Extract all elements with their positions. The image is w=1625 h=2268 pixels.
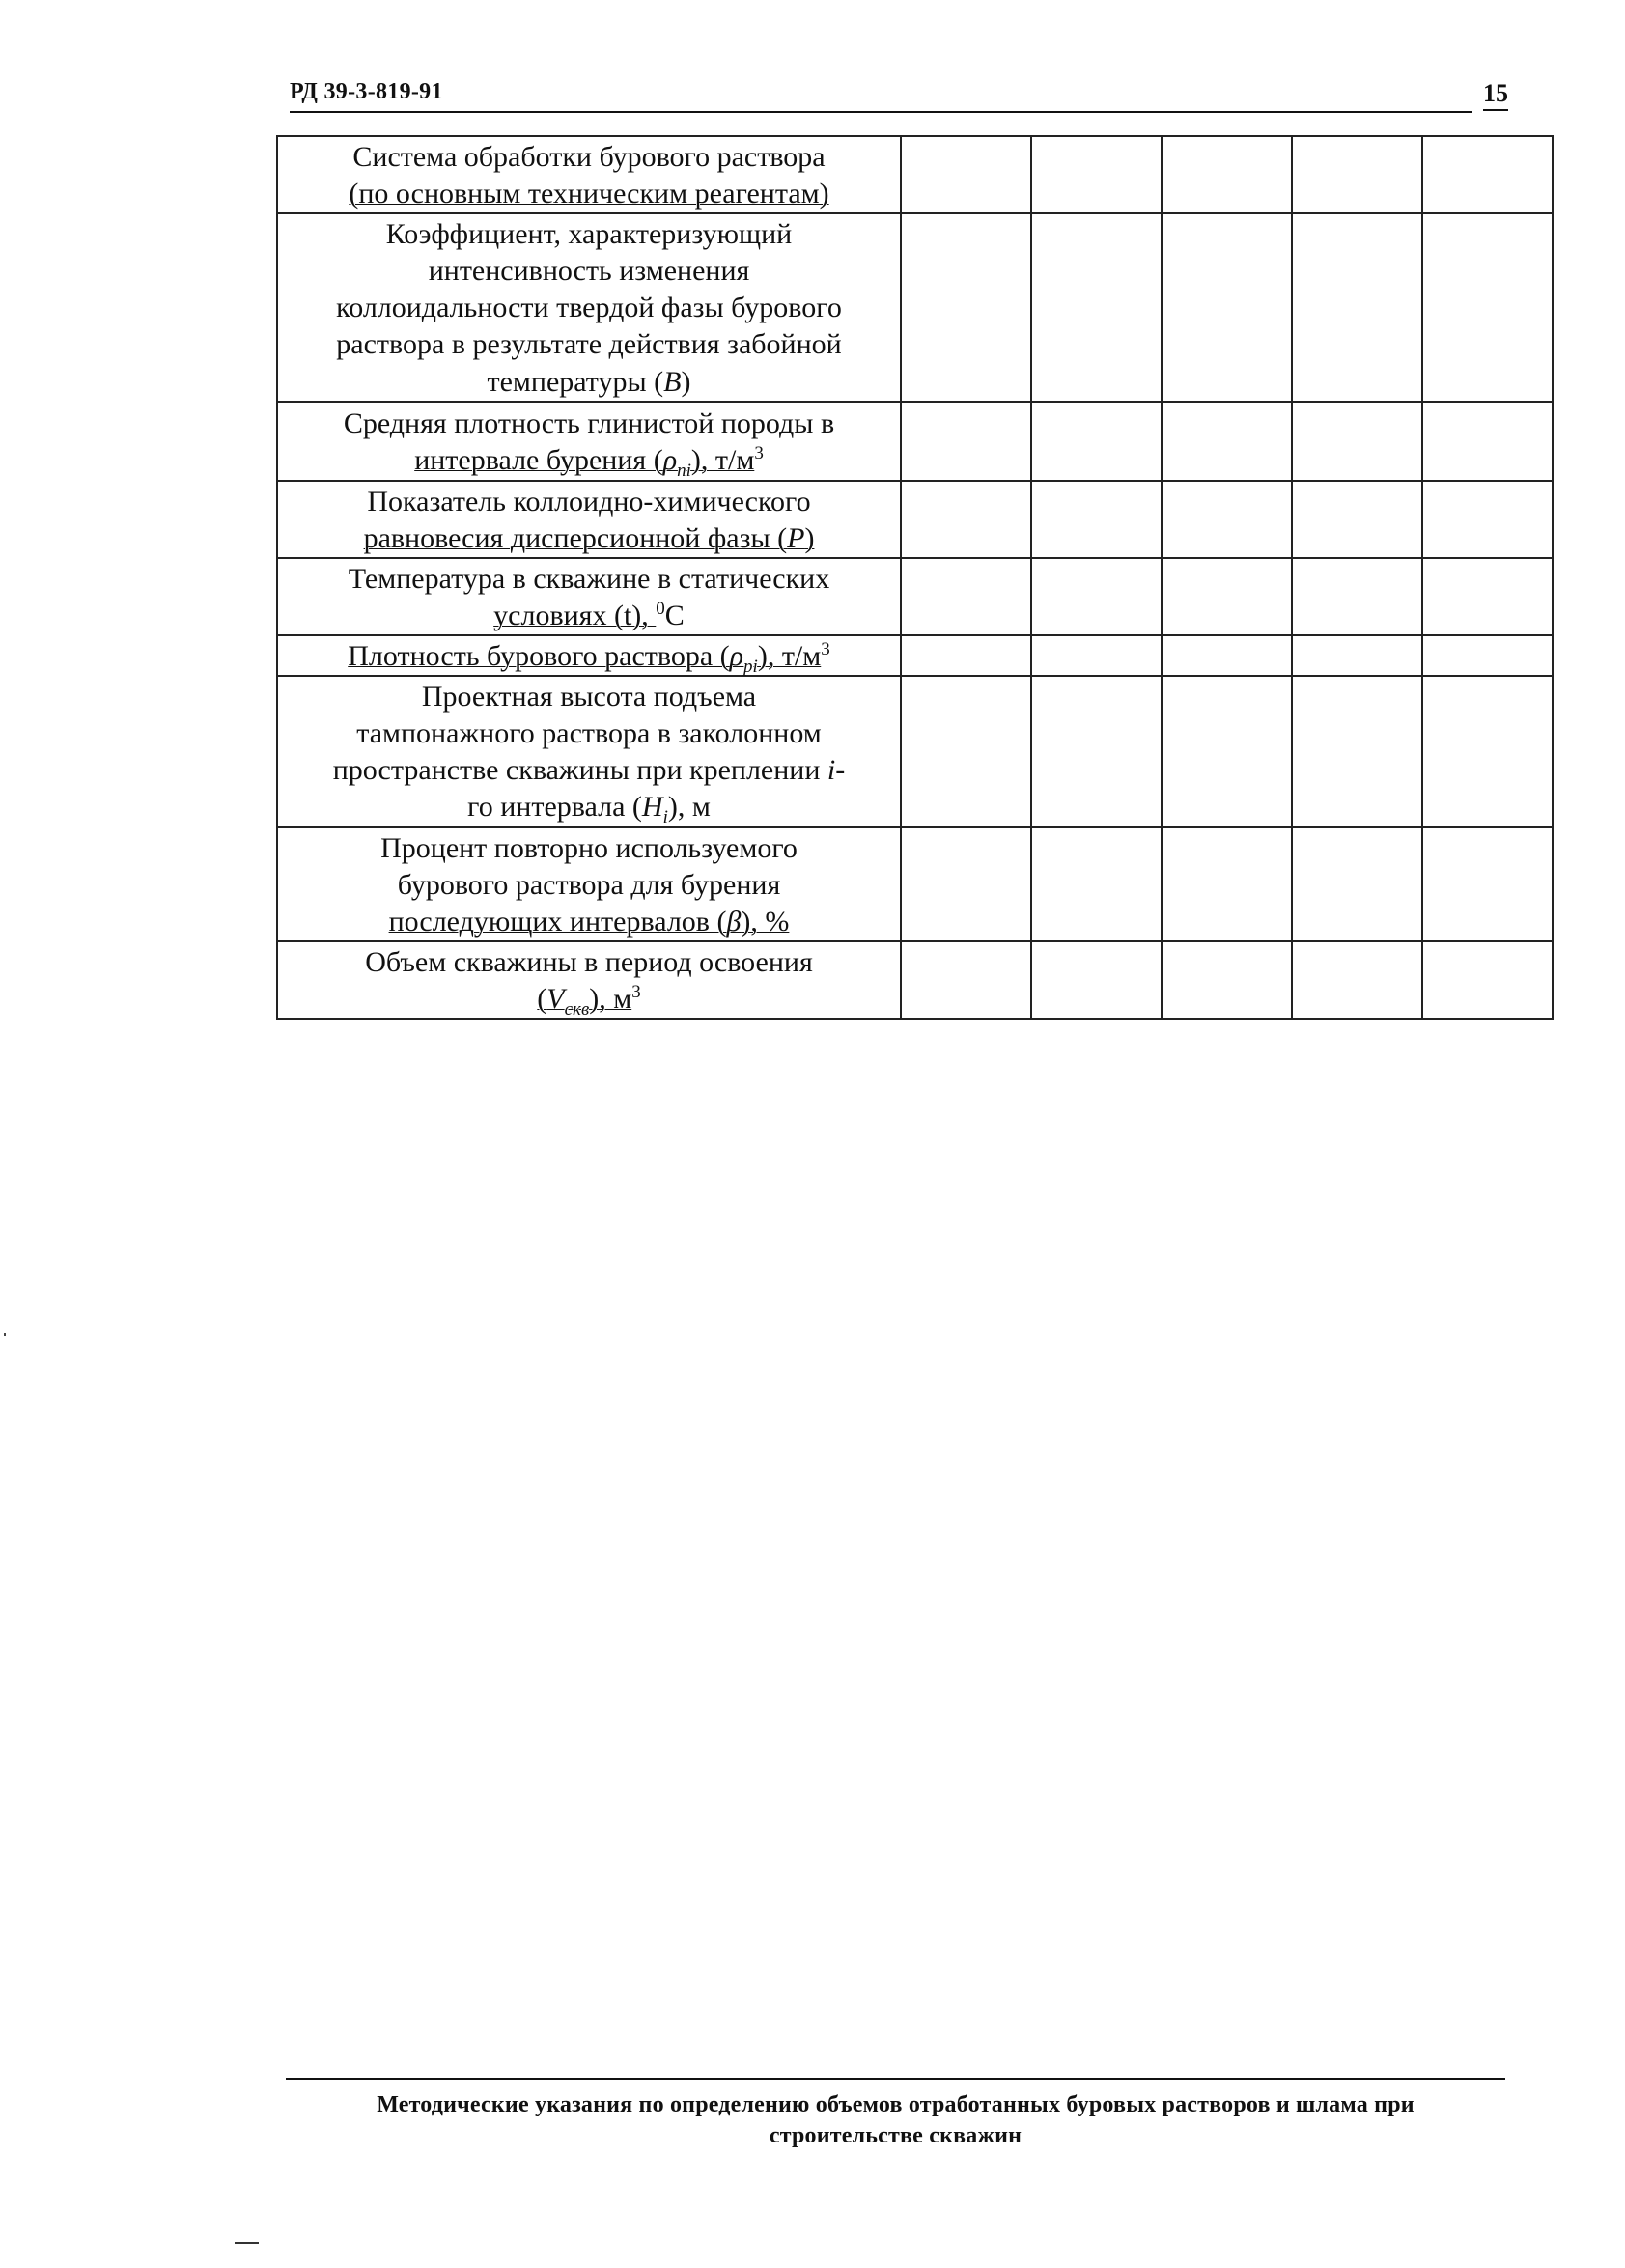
footer-line: Методические указания по определению объемов отработанных буровых растворов и шлама при	[377, 2092, 1415, 2117]
label-line: температуры (	[487, 365, 664, 398]
document-code: РД 39-3-819-91	[290, 79, 443, 104]
label-line: ), м	[589, 982, 632, 1015]
value-cell	[1422, 635, 1553, 676]
superscript: 0	[656, 598, 665, 619]
label-line: раствора в результате действия забойной	[336, 328, 842, 361]
label-line: Показатель коллоидно-химического	[367, 485, 811, 518]
label-line: )	[804, 521, 815, 554]
scan-mark	[235, 2242, 259, 2244]
value-cell	[901, 481, 1031, 558]
label-line: пространстве скважины при креплении	[332, 754, 827, 787]
value-cell	[1031, 213, 1162, 401]
symbol: β	[726, 905, 742, 938]
table-row	[277, 481, 1553, 558]
label-line: -	[835, 754, 846, 787]
table-row	[277, 136, 1553, 213]
label-line: интервале бурения (	[414, 443, 663, 476]
label-line: (по основным техническим реагентам)	[349, 178, 829, 210]
footer-line: строительстве скважин	[769, 2123, 1023, 2149]
value-cell	[1031, 676, 1162, 826]
symbol: H	[641, 791, 663, 824]
value-cell	[1422, 402, 1553, 481]
label-line: Объем скважины в период освоения	[365, 945, 813, 978]
value-cell	[1422, 827, 1553, 941]
value-cell	[1162, 827, 1292, 941]
parameters-table	[276, 135, 1554, 1020]
value-cell	[1422, 136, 1553, 213]
value-cell	[1292, 558, 1422, 635]
value-cell	[1292, 941, 1422, 1019]
label-line: Плотность бурового раствора (	[348, 640, 730, 673]
value-cell	[1162, 941, 1292, 1019]
value-cell	[1162, 635, 1292, 676]
page-number-underline	[1483, 109, 1508, 111]
label-line: равновесия дисперсионной фазы (	[363, 521, 788, 554]
value-cell	[1292, 481, 1422, 558]
label-line: тампонажного раствора в заколонном	[356, 717, 822, 750]
value-cell	[1292, 635, 1422, 676]
value-cell	[1292, 676, 1422, 826]
label-line: C	[664, 599, 685, 631]
table-row	[277, 213, 1553, 401]
value-cell	[1422, 481, 1553, 558]
label-line: Проектная высота подъема	[421, 681, 757, 714]
value-cell	[901, 676, 1031, 826]
table-row	[277, 402, 1553, 481]
value-cell	[1031, 558, 1162, 635]
subscript: скв	[564, 998, 590, 1020]
label-line: Система обработки бурового раствора	[352, 141, 826, 173]
value-cell	[1422, 676, 1553, 826]
value-cell	[1031, 635, 1162, 676]
page-header	[290, 79, 1516, 114]
label-line: интенсивность изменения	[428, 255, 750, 288]
value-cell	[1162, 481, 1292, 558]
value-cell	[901, 402, 1031, 481]
row-label	[277, 558, 901, 635]
label-line: ), т/м	[757, 640, 822, 673]
symbol: B	[663, 365, 682, 398]
table-row	[277, 558, 1553, 635]
footer-rule	[286, 2078, 1505, 2080]
value-cell	[901, 558, 1031, 635]
value-cell	[1031, 136, 1162, 213]
label-line: го интервала (	[467, 791, 642, 824]
table-row	[277, 941, 1553, 1019]
value-cell	[901, 827, 1031, 941]
symbol: ρ	[729, 640, 744, 673]
label-line: Процент повторно используемого	[380, 831, 798, 864]
row-label	[277, 136, 901, 213]
label-line: Температура в скважине в статических	[348, 562, 830, 595]
superscript: 3	[754, 442, 764, 463]
value-cell	[1422, 941, 1553, 1019]
superscript: 3	[631, 981, 641, 1002]
subscript: пi	[677, 460, 691, 481]
value-cell	[1292, 213, 1422, 401]
scan-speck	[4, 1333, 6, 1336]
symbol: V	[546, 982, 565, 1015]
label-line: последующих интервалов (	[388, 905, 727, 938]
label-line: ), м	[667, 791, 711, 824]
page-footer	[286, 2089, 1505, 2152]
symbol: P	[787, 521, 805, 554]
symbol: ρ	[662, 443, 678, 476]
value-cell	[1292, 827, 1422, 941]
table-row	[277, 676, 1553, 826]
value-cell	[1162, 136, 1292, 213]
row-label	[277, 827, 901, 941]
label-line: Средняя плотность глинистой породы в	[343, 406, 835, 439]
table-row	[277, 827, 1553, 941]
page-number: 15	[1483, 79, 1508, 107]
value-cell	[1031, 941, 1162, 1019]
value-cell	[901, 941, 1031, 1019]
label-line: ), т/м	[690, 443, 755, 476]
row-label	[277, 213, 901, 401]
value-cell	[1162, 213, 1292, 401]
value-cell	[1162, 558, 1292, 635]
label-line: (	[537, 982, 547, 1015]
value-cell	[1422, 213, 1553, 401]
row-label	[277, 402, 901, 481]
row-label	[277, 941, 901, 1019]
value-cell	[1162, 676, 1292, 826]
value-cell	[901, 213, 1031, 401]
value-cell	[1422, 558, 1553, 635]
value-cell	[1031, 402, 1162, 481]
value-cell	[1292, 136, 1422, 213]
subscript: pi	[743, 657, 758, 678]
table-row	[277, 635, 1553, 676]
label-line: условиях (t),	[493, 599, 657, 631]
value-cell	[1162, 402, 1292, 481]
row-label	[277, 635, 901, 676]
value-cell	[901, 635, 1031, 676]
label-line: коллоидальности твердой фазы бурового	[336, 292, 842, 324]
subscript: i	[662, 807, 668, 828]
label-line: ), %	[741, 905, 790, 938]
row-label	[277, 676, 901, 826]
value-cell	[901, 136, 1031, 213]
row-label	[277, 481, 901, 558]
value-cell	[1292, 402, 1422, 481]
label-line: бурового раствора для бурения	[397, 868, 781, 901]
symbol: i	[827, 754, 836, 787]
label-line: Коэффициент, характеризующий	[385, 218, 793, 251]
value-cell	[1031, 827, 1162, 941]
value-cell	[1031, 481, 1162, 558]
superscript: 3	[821, 639, 830, 660]
label-line: )	[681, 365, 691, 398]
header-rule	[290, 111, 1472, 113]
